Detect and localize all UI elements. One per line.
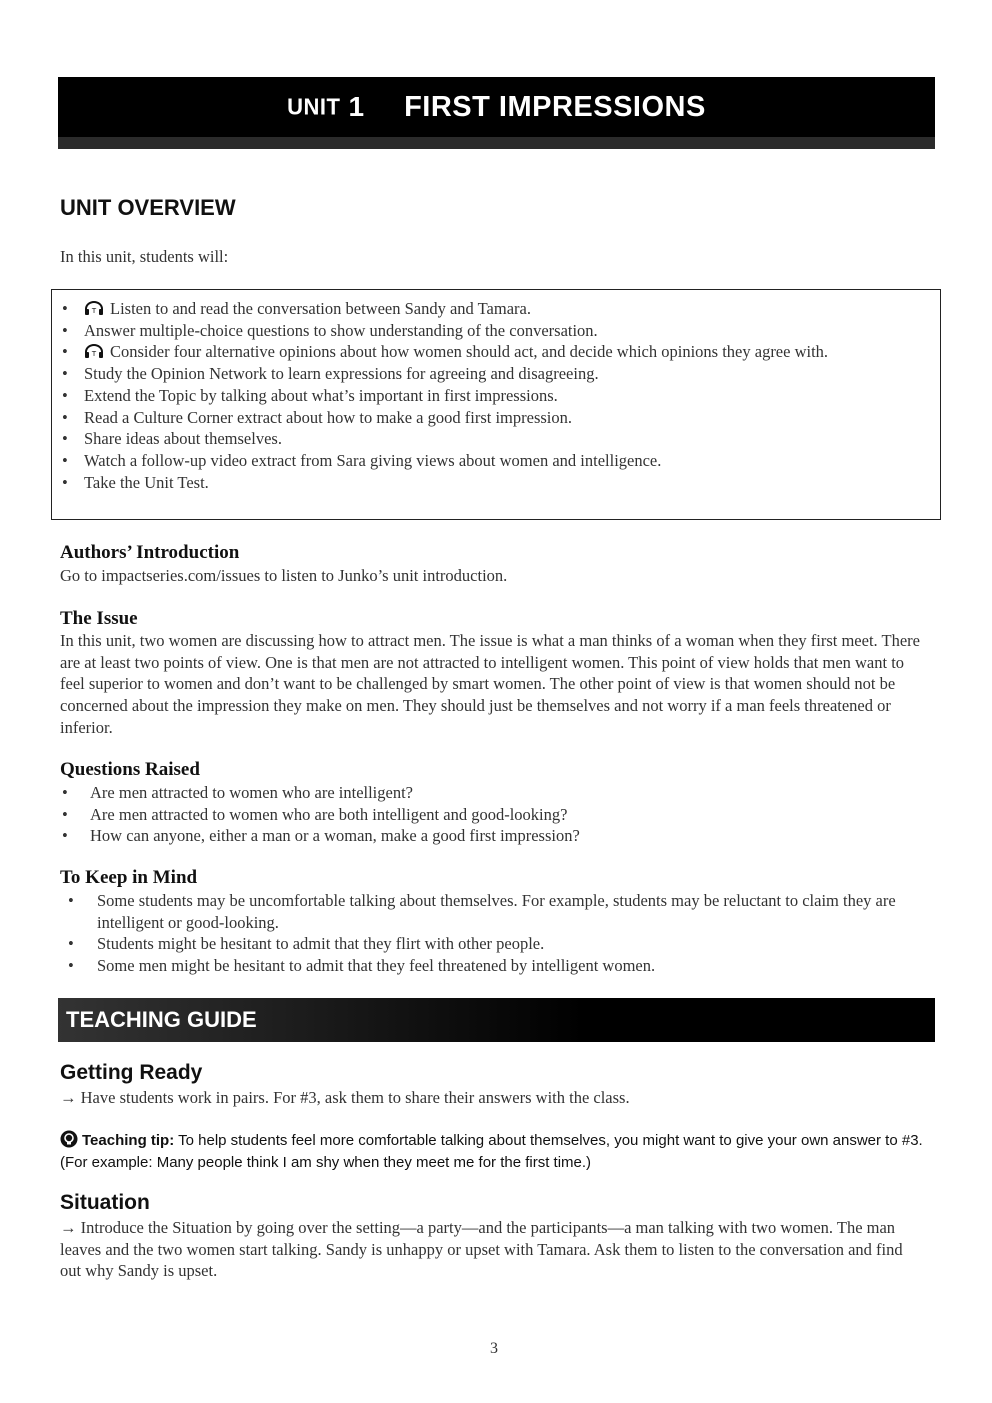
lightbulb-icon: [60, 1130, 78, 1148]
objectives-list: [52, 290, 940, 493]
keep-in-mind-heading: To Keep in Mind: [60, 867, 198, 888]
tip-label: Teaching tip:: [82, 1132, 175, 1149]
page-number: 3: [490, 1340, 498, 1357]
objective-item: • Study the Opinion Network to learn expressions for agreeing and disagreeing.: [60, 363, 930, 385]
objectives-box: [51, 289, 941, 520]
keep-in-mind-item: • Some students may be uncomfortable talking about themselves. For example, students may be reluctant to claim they are intelligent or good-looking.: [60, 890, 930, 933]
overview-intro: In this unit, students will:: [60, 247, 229, 266]
question-item: • Are men attracted to women who are both intelligent and good-looking?: [60, 804, 930, 826]
keep-in-mind-item: • Students might be hesitant to admit that they flirt with other people.: [60, 933, 930, 955]
questions-heading: Questions Raised: [60, 759, 200, 780]
objective-item: • T Consider four alternative opinions about how women should act, and decide which opinions they agree with.: [60, 341, 930, 363]
objective-item: • Answer multiple-choice questions to show understanding of the conversation.: [60, 320, 930, 342]
headphones-icon: [84, 344, 104, 358]
keep-in-mind-item: • Some men might be hesitant to admit that they feel threatened by intelligent women.: [60, 955, 930, 977]
teaching-guide-heading: TEACHING GUIDE: [66, 1007, 257, 1032]
objective-item: • Extend the Topic by talking about what’s important in first impressions.: [60, 385, 930, 407]
svg-text:T: • T: [91, 350, 97, 359]
overview-heading: UNIT OVERVIEW: [60, 195, 236, 220]
question-item: • Are men attracted to women who are intelligent?: [60, 782, 930, 804]
getting-ready-heading: Getting Ready: [60, 1061, 203, 1084]
teaching-guide-bar: [58, 998, 935, 1042]
headphones-icon: [84, 301, 104, 315]
authors-text: Go to impactseries.com/issues to listen to Junko’s unit introduction.: [60, 566, 508, 585]
issue-heading: The Issue: [60, 608, 138, 629]
unit-banner: [58, 77, 935, 149]
objective-item: • Take the Unit Test.: [60, 472, 930, 494]
tip-text: To help students feel more comfortable talking about themselves, you might want to give your own answer to #3. (For example: Many people think I am shy when they meet me for the first time.): [60, 1132, 923, 1171]
authors-heading: Authors’ Introduction: [60, 542, 240, 563]
objective-item: • Share ideas about themselves.: [60, 428, 930, 450]
questions-list: [60, 782, 930, 847]
situation-text: → Introduce the Situation by going over the setting—a party—and the participants—a man talking with two women. The man leaves and the two women start talking. Sandy is unhappy or upset with Tamara. Ask them to listen to the conversation and find out why Sandy is upset.: [60, 1218, 903, 1281]
keep-in-mind-list: [60, 890, 930, 977]
objective-item: • Read a Culture Corner extract about how to make a good first impression.: [60, 407, 930, 429]
objective-item: • Watch a follow-up video extract from Sara giving views about women and intelligence.: [60, 450, 930, 472]
unit-number: 1: [348, 91, 365, 122]
getting-ready-text: → Have students work in pairs. For #3, ask them to share their answers with the class.: [60, 1088, 630, 1107]
unit-title: FIRST IMPRESSIONS: [404, 90, 706, 123]
issue-text: In this unit, two women are discussing how to attract men. The issue is what a man thinks of a woman when they first meet. There are at least two points of view. One is that men are not attracted to intelligent women. This point of view holds that men want to feel superior to women and don’t want to be challenged by smart women. The other point of view is that women should not be concerned about the impression they make on men. They should just be themselves and not worry if a man feels threatened or inferior.: [60, 631, 920, 737]
objective-item: • T Listen to and read the conversation between Sandy and Tamara.: [60, 298, 930, 320]
question-item: • How can anyone, either a man or a woman, make a good first impression?: [60, 825, 930, 847]
situation-heading: Situation: [60, 1191, 150, 1214]
teaching-tip: [60, 1130, 932, 1174]
svg-text:T: • T: [91, 307, 97, 315]
unit-word: UNIT: [287, 93, 341, 120]
